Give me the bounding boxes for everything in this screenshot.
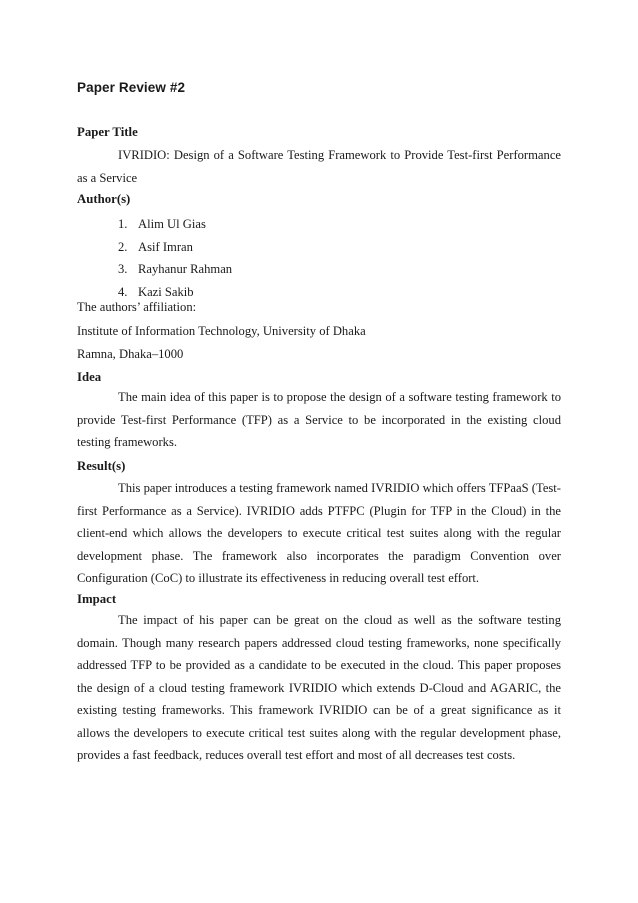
affiliation-institute: Institute of Information Technology, University of Dhaka <box>77 324 366 338</box>
document-title: Paper Review #2 <box>77 80 186 95</box>
impact-text: The impact of his paper can be great on the cloud as well as the software testing domain. Though many research papers addressed cloud testing frameworks, none specifically addressed TFP to be provided as a candidate to be executed in the cloud. This paper proposes the design of a cloud testing framework IVRIDIO which extends D-Cloud and AGARIC, the existing testing frameworks. This framework IVRIDIO can be of a great significance as it allows the developers to execute critical test suites along with the regular development phase, provides a fast feedback, reduces overall test effort and most of all decreases test costs. <box>77 613 561 762</box>
affiliation-address: Ramna, Dhaka–1000 <box>77 347 184 361</box>
idea-text: The main idea of this paper is to propose the design of a software testing framework to provide Test-first Performance (TFP) as a Service to be incorporated in the existing cloud testing frameworks. <box>77 390 561 449</box>
impact-heading: Impact <box>77 592 117 606</box>
author-item: 1. Alim Ul Gias <box>118 217 206 231</box>
author-item: 2. Asif Imran <box>118 239 193 254</box>
authors-list <box>118 213 232 303</box>
author-item: 3. Rayhanur Rahman <box>118 262 233 276</box>
idea-heading: Idea <box>77 370 102 384</box>
affiliation-label: The authors’ affiliation: <box>77 300 197 314</box>
results-heading: Result(s) <box>77 459 126 473</box>
author-item: 4. Kazi Sakib <box>118 284 194 299</box>
authors-heading: Author(s) <box>77 192 131 206</box>
paper-title-heading: Paper Title <box>77 125 138 139</box>
paper-title-text: IVRIDIO: Design of a Software Testing Framework to Provide Test-first Performance as a Service <box>77 148 561 185</box>
results-text: This paper introduces a testing framework named IVRIDIO which offers TFPaaS (Test-first Performance as a Service). IVRIDIO adds PTFPC (Plugin for TFP in the Cloud) in the client-end which allows the developers to execute critical test suites along with the regular development phase. The framework also incorporates the paradigm Convention over Configuration (CoC) to illustrate its effectiveness in reducing overall test effort. <box>77 481 561 585</box>
